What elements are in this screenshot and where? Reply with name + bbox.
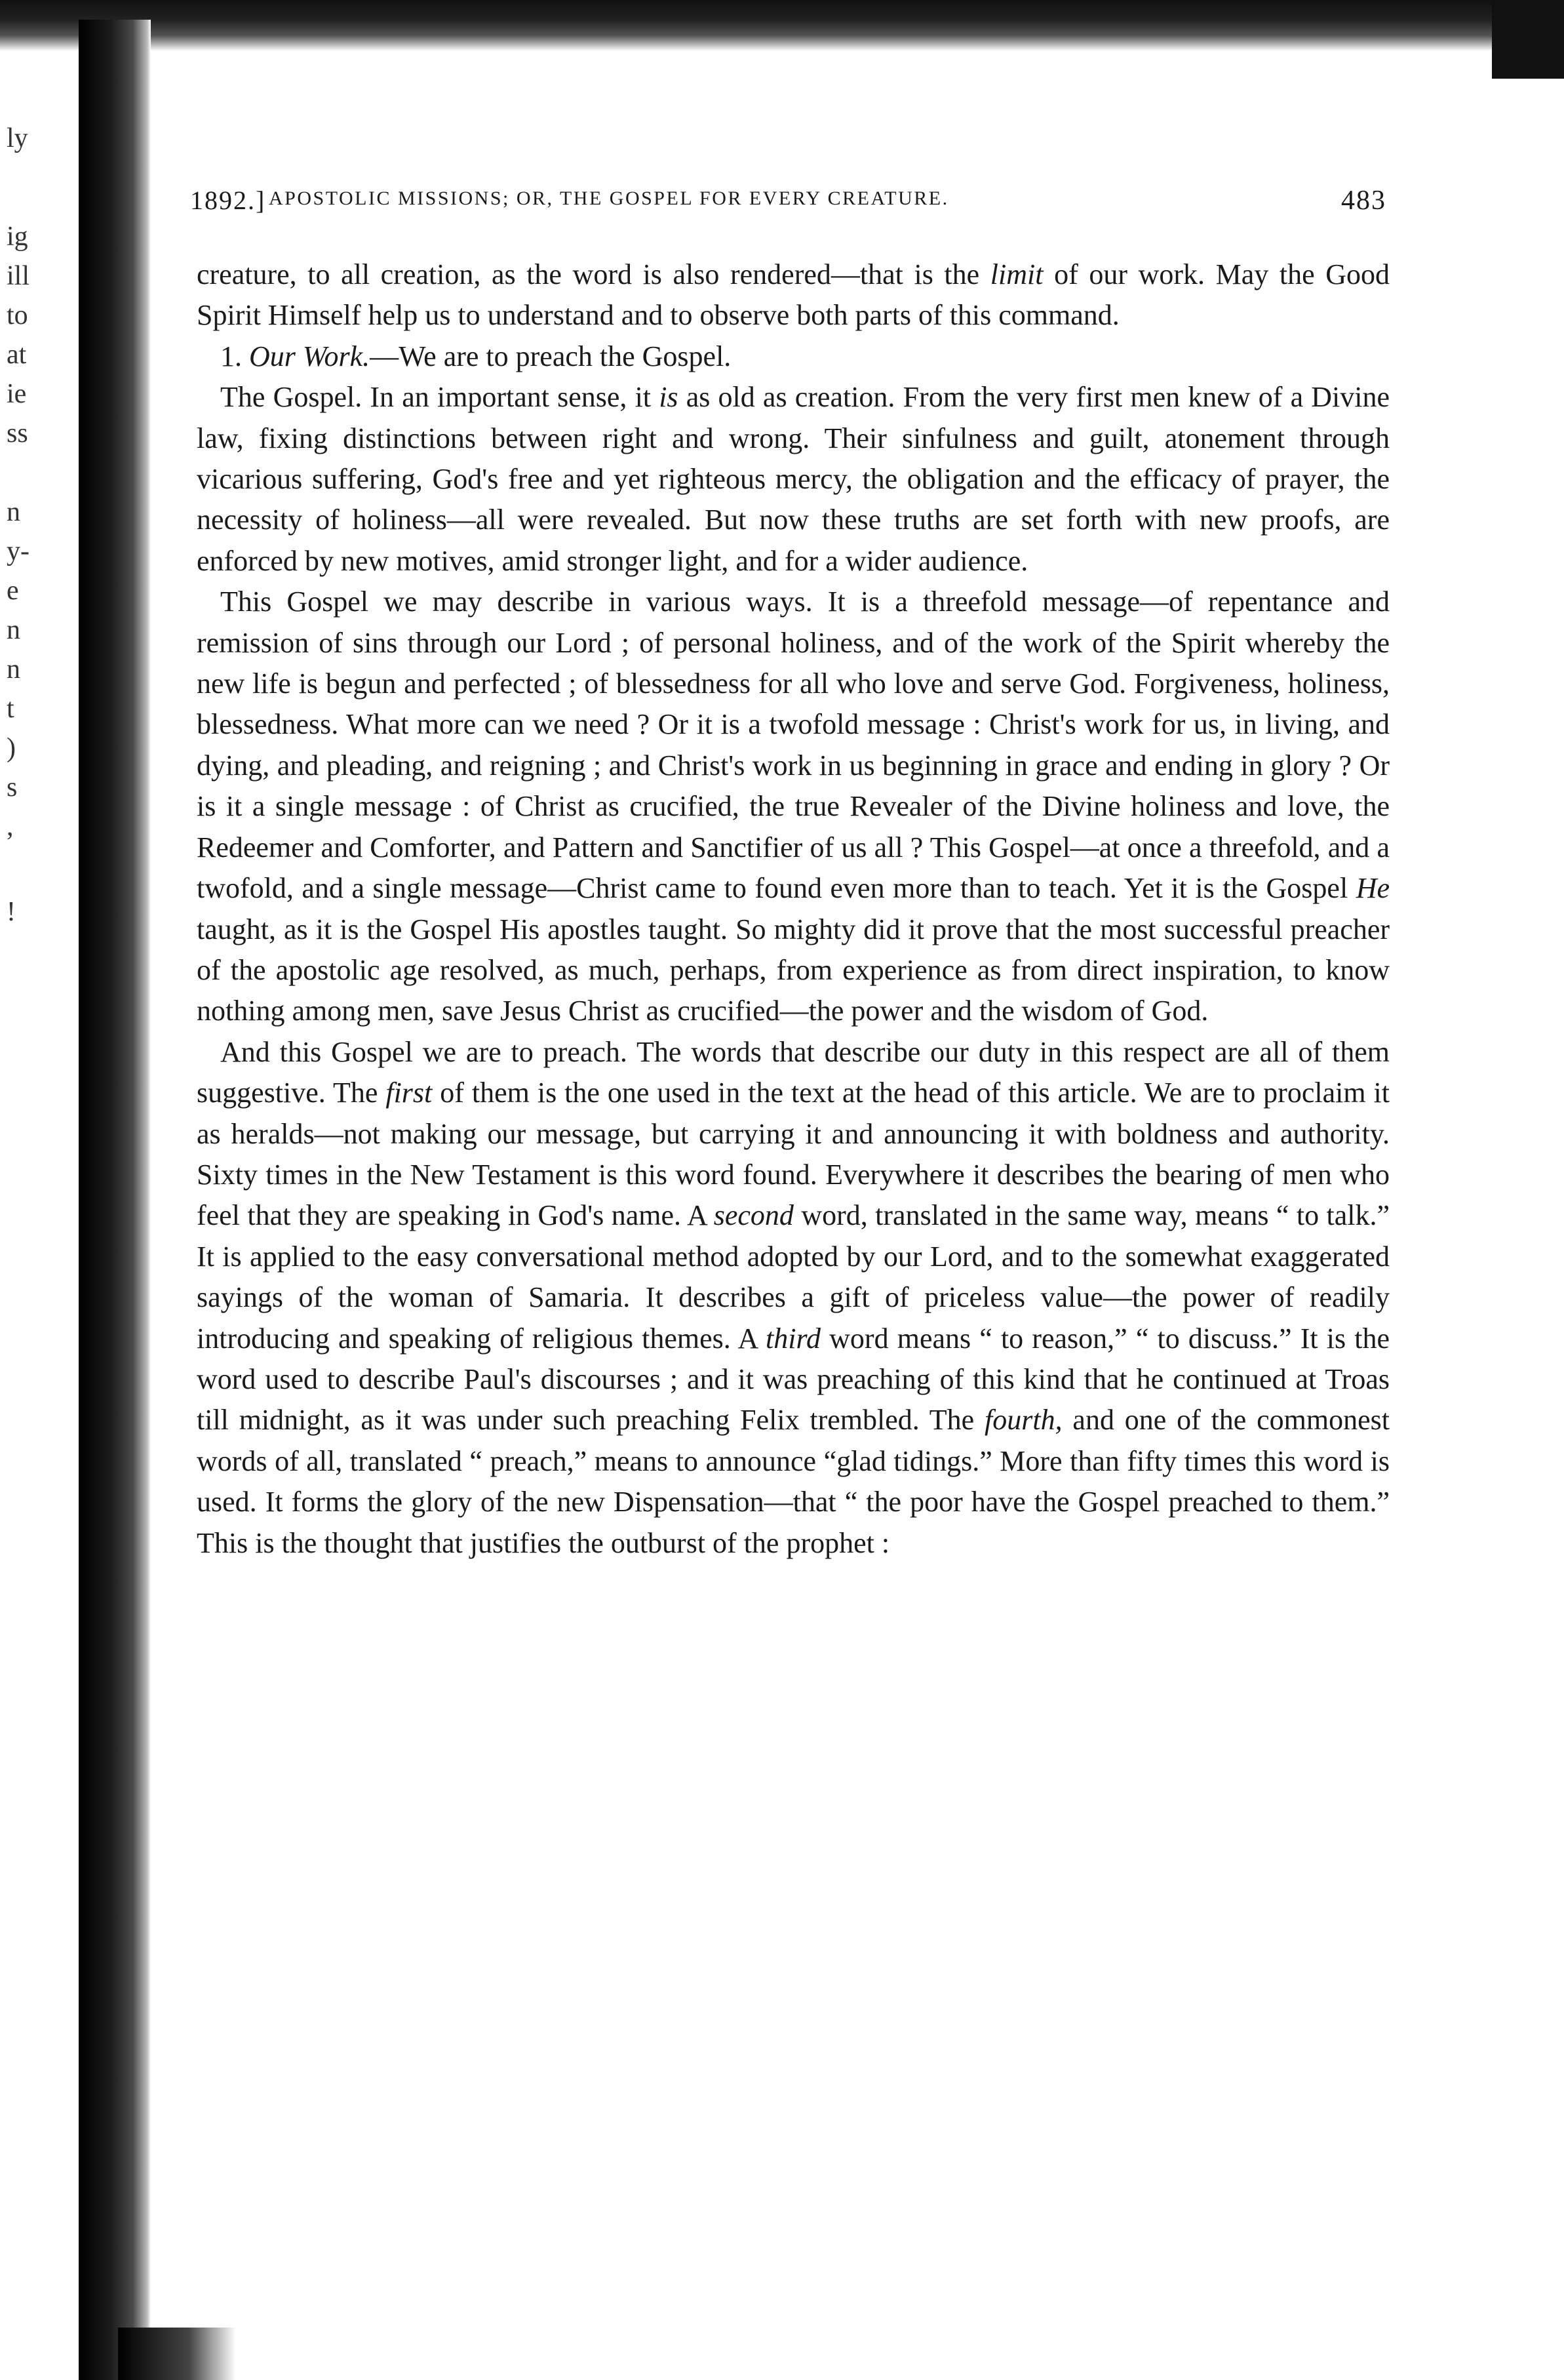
- header-year: 1892.]: [190, 186, 266, 215]
- italic-run: third: [766, 1322, 821, 1355]
- scan-bottom-shadow: [118, 2328, 236, 2380]
- margin-fragment: n: [7, 654, 20, 684]
- margin-fragment: y-: [7, 536, 29, 566]
- italic-run: He: [1356, 872, 1390, 905]
- running-title: APOSTOLIC MISSIONS; OR, THE GOSPEL FOR EVERY CREATURE.: [269, 188, 949, 209]
- margin-fragment: t: [7, 694, 14, 724]
- running-header: [190, 185, 1386, 224]
- body-text: [197, 254, 1390, 1564]
- text-run: This Gospel we may describe in various ways. It is a threefold message—of repentance and remission of sins through our Lord ; of personal holiness, and of the work of the Spirit whereby the new life is begun and perfected ; of blessedness for all who love and serve God. Forgiveness, holiness, blessedness. What more can we need ? Or it is a twofold message : Christ's work for us, in living, and dying, and pleading, and reigning ; and Christ's work in us beginning in grace and ending in glory ? Or is it a single message : of Christ as crucified, the true Revealer of the Divine holiness and love, the Redeemer and Comforter, and Pattern and Sanctifier of us all ? This Gospel—at once a threefold, and a twofold, and a single message—Christ came to found even more than to teach. Yet it is the Gospel: [197, 585, 1390, 905]
- italic-run: is: [659, 381, 678, 414]
- text-run: of our work. May the Good Spirit Himself help us to understand and to observe both parts of this command.: [197, 258, 1390, 332]
- text-run: The Gospel. In an important sense, it: [220, 381, 659, 414]
- text-run: taught, as it is the Gospel His apostles taught. So mighty did it prove that the most successful preacher of the apostolic age resolved, as much, perhaps, from experience as from direct inspiration, to know nothing among men, save Jesus Christ as crucified—the power and the wisdom of God.: [197, 913, 1390, 1027]
- scan-torn-corner: [1492, 0, 1564, 79]
- paragraph-5: [197, 1032, 1390, 1564]
- margin-fragment: s: [7, 772, 18, 803]
- margin-fragment: ig: [7, 222, 28, 252]
- paragraph-2: [197, 336, 1390, 377]
- margin-fragment: ss: [7, 418, 28, 448]
- margin-fragment: ly: [7, 123, 28, 153]
- text-run: word means “ to reason,” “ to discuss.” It is the word used to describe Paul's discourses ; and it was preaching of this kind that he continued at Troas till midnight, as it was under such preaching Felix trembled. The: [197, 1322, 1390, 1437]
- text-run: —We are to preach the Gospel.: [370, 340, 732, 372]
- text-run: as old as creation. From the very first men knew of a Divine law, fixing distinctions between right and wrong. Their sinfulness and guilt, atonement through vicarious suffering, God's free and yet righteous mercy, the obligation and the efficacy of prayer, the necessity of holiness—all were revealed. But now these truths are set forth with new proofs, are enforced by new motives, amid stronger light, and for a wider audience.: [197, 381, 1390, 577]
- margin-fragment: e: [7, 576, 19, 606]
- text-run: creature, to all creation, as the word is also rendered—that is the: [197, 258, 990, 290]
- margin-fragment: ,: [7, 812, 14, 842]
- text-run: 1.: [220, 340, 249, 372]
- text-run: of them is the one used in the text at the head of this article. We are to proclaim it as heralds—not making our message, but carrying it and announcing it with boldness and authority. Sixty times in the New Testament is this word found. Everywhere it describes the bearing of men who feel that they are speaking in God's name. A: [197, 1077, 1390, 1232]
- margin-fragment: at: [7, 340, 27, 370]
- paragraph-4: [197, 582, 1390, 1031]
- paragraph-3: [197, 377, 1390, 582]
- text-run: and one of the commonest words of all, translated “ preach,” means to announce “glad tidings.” More than fifty times this word is used. It forms the glory of the new Dispensation—that “ the poor have the Gospel preached to them.” This is the thought that justifies the outburst of the prophet :: [197, 1404, 1390, 1559]
- italic-run: fourth,: [985, 1404, 1063, 1437]
- margin-fragment: !: [7, 897, 16, 927]
- margin-fragment: n: [7, 497, 20, 527]
- margin-fragment: ie: [7, 379, 27, 409]
- scan-top-edge: [0, 0, 1564, 51]
- italic-run: second: [713, 1199, 794, 1232]
- margin-fragment: to: [7, 300, 28, 330]
- margin-fragment: ill: [7, 261, 30, 291]
- page-number: 483: [1341, 186, 1386, 216]
- text-run: word, translated in the same way, means “ to talk.” It is applied to the easy conversational method adopted by our Lord, and to the somewhat exaggerated sayings of the woman of Samaria. It describes a gift of priceless value—the power of readily introducing and speaking of religious themes. A: [197, 1199, 1390, 1355]
- text-run: And this Gospel we are to preach. The words that describe our duty in this respect are all of them suggestive. The: [197, 1035, 1390, 1109]
- italic-run: first: [385, 1077, 433, 1109]
- margin-fragment: n: [7, 615, 20, 645]
- italic-run: Our Work.: [249, 340, 370, 372]
- italic-run: limit: [990, 258, 1044, 290]
- margin-fragment: ): [7, 733, 16, 763]
- book-spine-shadow: [79, 20, 151, 2380]
- paragraph-1: [197, 254, 1390, 336]
